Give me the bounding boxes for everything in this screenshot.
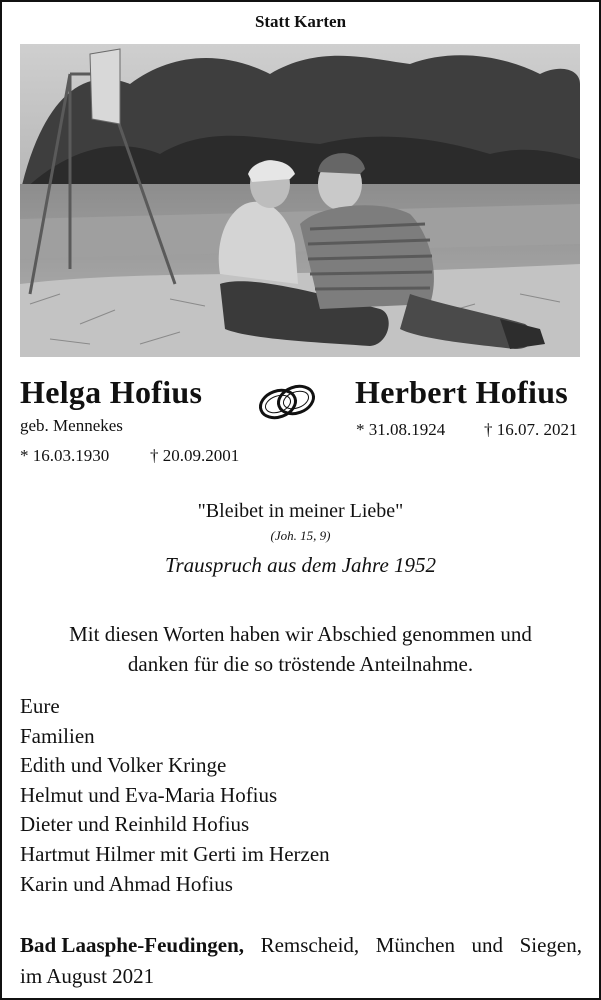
place-word: München [375,933,456,957]
family-line: Hartmut Hilmer mit Gerti im Herzen [20,841,330,866]
place-bad-laasphe: Bad Laasphe-Feudingen, [20,933,245,957]
helga-death-date: † 20.09.2001 [150,446,240,465]
helga-birth-date: * 16.03.1930 [20,446,110,465]
thanks-line-2: danken für die so tröstende Anteilnahme. [127,652,474,676]
place-word: und [471,933,504,957]
thanks-text [2,619,599,679]
family-line: Eure [20,694,60,718]
place-word: Siegen, [519,933,582,957]
family-line: Karin und Ahmad Hofius [20,871,233,896]
name-helga-hofius: Helga Hofius [20,374,203,410]
place-word: Remscheid, [260,933,360,957]
footer-date: im August 2021 [20,964,155,988]
header-statt-karten: Statt Karten [254,12,347,31]
trauspruch-line: Trauspruch aus dem Jahre 1952 [164,553,437,577]
family-line: Edith und Volker Kringe [20,753,227,778]
name-herbert-hofius: Herbert Hofius [355,374,569,410]
family-list [20,692,330,899]
quote-source: (Joh. 15, 9) [270,528,331,543]
footer-place-date [20,930,582,992]
bible-quote: "Bleibet in meiner Liebe" [197,500,404,522]
family-line: Familien [20,723,95,748]
maiden-name: geb. Mennekes [20,416,123,435]
family-line: Dieter und Reinhild Hofius [20,812,250,837]
wedding-rings-icon [256,380,320,429]
herbert-birth-date: * 31.08.1924 [356,420,446,439]
couple-photo [20,44,580,357]
thanks-line-1: Mit diesen Worten haben wir Abschied genommen und [69,622,532,646]
herbert-death-date: † 16.07. 2021 [484,420,578,439]
family-line: Helmut und Eva-Maria Hofius [20,782,278,807]
footer-places [20,930,582,961]
